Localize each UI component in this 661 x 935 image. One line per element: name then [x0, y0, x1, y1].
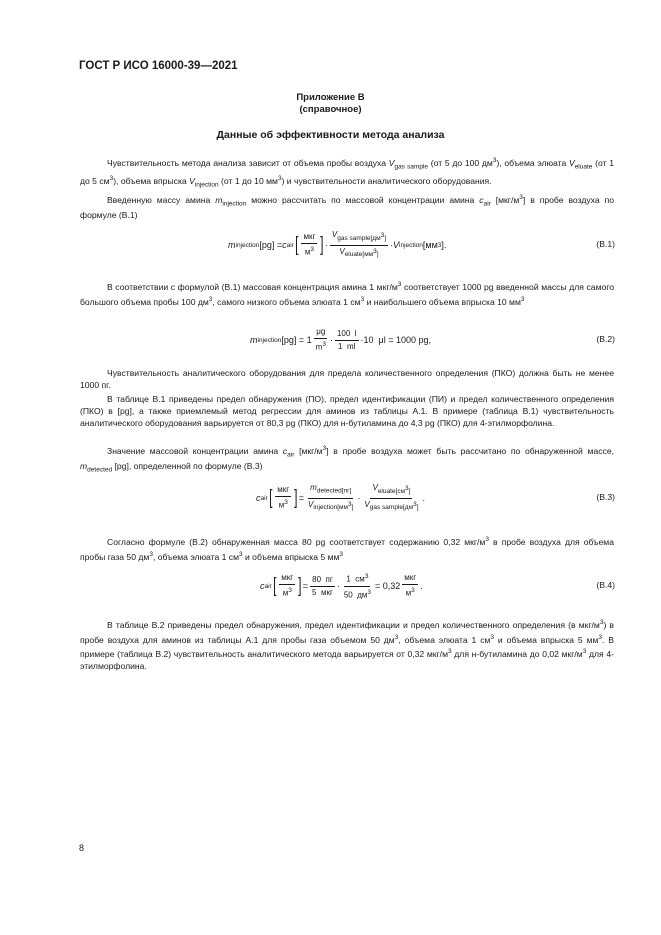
equation-number-b2: (В.2)	[596, 334, 615, 344]
paragraph-2: Введенную массу амина $m_{injection}$ можно рассчитать по массовой концентрации амина $c_{air}$ $[мкг/м^3]$ в пробе воздуха по формуле (В.1)	[80, 194, 615, 221]
equation-number-b4: (В.4)	[596, 580, 615, 590]
equation-b1: m injection [pg] = c air [ $\frac{\text{мкг}}{м^3}$ ] · $\frac{V_{gas sample[дм^3]}}{V_{eluate[мм^3]}}$ · V injection [мм 3 ]. (В.1)	[228, 229, 615, 259]
equation-b4: c air [ $\frac{\text{мкг}}{м^3}$ ] = $\frac{80 пг}{\text{5 мкг}}$ · $\frac{1 см^3}{50 дм^3}$ = 0,32 $\frac{\text{мкг}}{м^3}$ . (В.4)	[260, 572, 615, 600]
equation-b3: c air [ $\frac{\text{мкг}}{м^3}$ ] = $\frac{m_{detected[пг]}}{V_{injection[мм^3]}}$ · $\frac{V_{eluate[см^3]}}{V_{gas sample[дм^3]}}$ . (В.3)	[256, 482, 615, 512]
document-code: ГОСТ Р ИСО 16000-39—2021	[79, 60, 238, 72]
paragraph-4: Чувствительность аналитического оборудования для предела количественного определения (ПКО) должна быть не менее 1000 пг.	[80, 368, 614, 390]
paragraph-3: В соответствии с формулой (В.1) массовая концентрация амина 1 мкг/$м^3$ соответствует 1000 pg введенной массы для самого большого объема пробы 100 $дм^3$, самого низкого объема элюата 1 $см^3$ и наибольшего объема впрыска 10 $мм^3$	[80, 281, 614, 307]
equation-number-b3: (В.3)	[596, 492, 615, 502]
annex-heading	[0, 92, 661, 116]
paragraph-7: Согласно формуле (В.2) обнаруженная масса 80 pg соответствует содержанию 0,32 мкг/$м^3$ в пробе воздуха для объема пробы газа 50 $дм^3$, объема элюата 1 $см^3$ и объема впрыска 5 $мм^3$	[80, 536, 614, 562]
paragraph-1: Чувствительность метода анализа зависит от объема пробы воздуха $V_{gas sample}$ (от 5 до 100 $дм^3$), объема элюата $V_{eluate}$ (от 1 до 5 $см^3$), объема впрыска $V_{injection}$ (от 1 до 10 $мм^3$) и чувствительности аналитического оборудования.	[80, 157, 614, 189]
section-title: Данные об эффективности метода анализа	[216, 129, 445, 141]
equation-number-b1: (В.1)	[596, 239, 615, 249]
annex-title: Приложение В	[296, 92, 365, 103]
annex-subtitle: (справочное)	[299, 104, 362, 115]
equation-b2: m injection [pg] = 1 $\frac{\mu g}{m^3}$ · $\frac{100 l}{1 ml}$ ·10 μl = 1000 pg, (В.2)	[250, 327, 615, 352]
paragraph-8: В таблице В.2 приведены предел обнаружения, предел идентификации и предел количественного определения (в мкг/$м^3$) в пробе воздуха для аминов из таблицы А.1 для пробы газа объемом 50 $дм^3$, объема элюата 1 $см^3$ и объема впрыска 5 $мм^3$. В примере (таблица В.2) чувствительность аналитического метода варьируется от 0,32 мкг/$м^3$ для н-бутиламина до 0,02 мкг/$м^3$ для 4-этилморфолина.	[80, 619, 615, 671]
paragraph-6: Значение массовой концентрации амина $c_{air}$ $[мкг/м^3]$ в пробе воздуха может быть рассчитано по обнаруженной массе, $m_{detected}$ [pg], определенной по формуле (В.3)	[80, 445, 614, 475]
paragraph-5: В таблице В.1 приведены предел обнаружения (ПО), предел идентификации (ПИ) и предел количественного определения (ПКО) в [pg], а также приемлемый метод регрессии для аминов из таблицы А.1. В примере (таблица В.1) чувствительность аналитического оборудования варьируется от 80,3 pg (ПКО) для н-бутиламина до 4,3 pg (ПКО) для 4-этилморфолина.	[80, 394, 614, 428]
page-number: 8	[79, 843, 85, 853]
